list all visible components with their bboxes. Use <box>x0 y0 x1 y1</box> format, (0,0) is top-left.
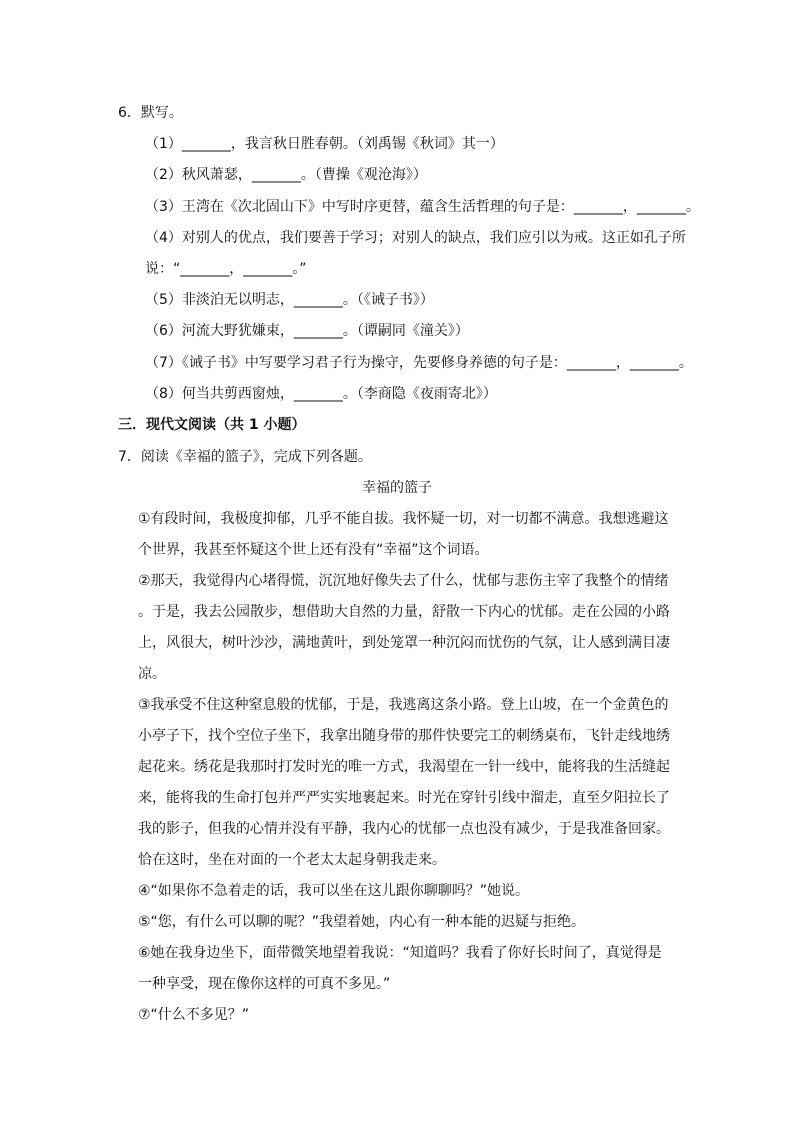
passage-line: 。于是，我去公园散步，想借助大自然的力量，舒散一下内心的忧郁。走在公园的小路 <box>138 604 670 620</box>
section-3-heading: 三．现代文阅读（共 1 小题） <box>118 417 306 433</box>
q6-item-7: （7）《诫子书》中写要学习君子行为操守，先要修身养德的句子是：_______，_______。 <box>145 355 693 371</box>
q6-item-4-line-1: （4）对别人的优点，我们要善于学习；对别人的缺点，我们应引以为戒。这正如孔子所 <box>145 230 686 246</box>
q6-item-8: （8）何当共剪西窗烛，_______。（李商隐《夜雨寄北》） <box>145 386 497 402</box>
passage-line: 起花来。绣花是我那时打发时光的唯一方式，我渴望在一针一线中，能将我的生活缝起 <box>138 759 670 775</box>
passage-line: ①有段时间，我极度抑郁，几乎不能自拔。我怀疑一切，对一切都不满意。我想逃避这 <box>138 511 669 527</box>
passage-line: ⑦“什么不多见？” <box>138 1007 250 1023</box>
passage-line: 个世界，我甚至怀疑这个世上还有没有“幸福”这个词语。 <box>138 542 489 558</box>
question-7-heading: 7．阅读《幸福的篮子》，完成下列各题。 <box>118 449 372 465</box>
q6-item-6: （6）河流大野犹嫌束，_______。（谭嗣同《潼关》） <box>145 323 469 339</box>
passage-line: 来，能将我的生命打包并严严实实地裹起来。时光在穿针引线中溜走，直至夕阳拉长了 <box>138 790 670 806</box>
passage-line: 凉。 <box>138 666 166 682</box>
passage-line: 恰在这时，坐在对面的一个老太太起身朝我走来。 <box>138 852 446 868</box>
question-6-heading: 6．默写。 <box>118 105 183 121</box>
passage-title: 幸福的篮子 <box>362 480 432 496</box>
passage-line: ⑤“您，有什么可以聊的呢？”我望着她，内心有一种本能的迟疑与拒绝。 <box>138 914 586 930</box>
passage-line: 小亭子下，找个空位子坐下，我拿出随身带的那件快要完工的刺绣桌布，飞针走线地绣 <box>138 728 670 744</box>
passage-line: ②那天，我觉得内心堵得慌，沉沉地好像失去了什么，忧郁与悲伤主宰了我整个的情绪 <box>138 573 669 589</box>
q6-item-2: （2）秋风萧瑟，_______。（曹操《观沧海》） <box>145 167 427 183</box>
q6-item-3: （3）王湾在《次北固山下》中写时序更替，蕴含生活哲理的句子是：_______，_______。 <box>145 199 700 215</box>
passage-line: ⑥她在我身边坐下，面带微笑地望着我说：“知道吗？我看了你好长时间了，真觉得是 <box>138 945 662 961</box>
q6-item-5: （5）非淡泊无以明志，_______。（《诫子书》） <box>145 292 434 308</box>
q6-item-4-line-2: 说：“_______，_______。” <box>145 261 307 277</box>
passage-line: ③我承受不住这种窒息般的忧郁，于是，我逃离这条小路。登上山坡，在一个金黄色的 <box>138 697 669 713</box>
passage-line: 我的影子，但我的心情并没有平静，我内心的忧郁一点也没有减少，于是我准备回家。 <box>138 821 670 837</box>
q6-item-1: （1）_______，我言秋日胜春朝。（刘禹锡《秋词》其一） <box>145 136 504 152</box>
passage-line: 一种享受，现在像你这样的可真不多见。” <box>138 976 391 992</box>
passage-line: ④“如果你不急着走的话，我可以坐在这儿跟你聊聊吗？”她说。 <box>138 883 530 899</box>
passage-line: 上，风很大，树叶沙沙，满地黄叶，到处笼罩一种沉闷而忧伤的气氛，让人感到满目凄 <box>138 635 670 651</box>
